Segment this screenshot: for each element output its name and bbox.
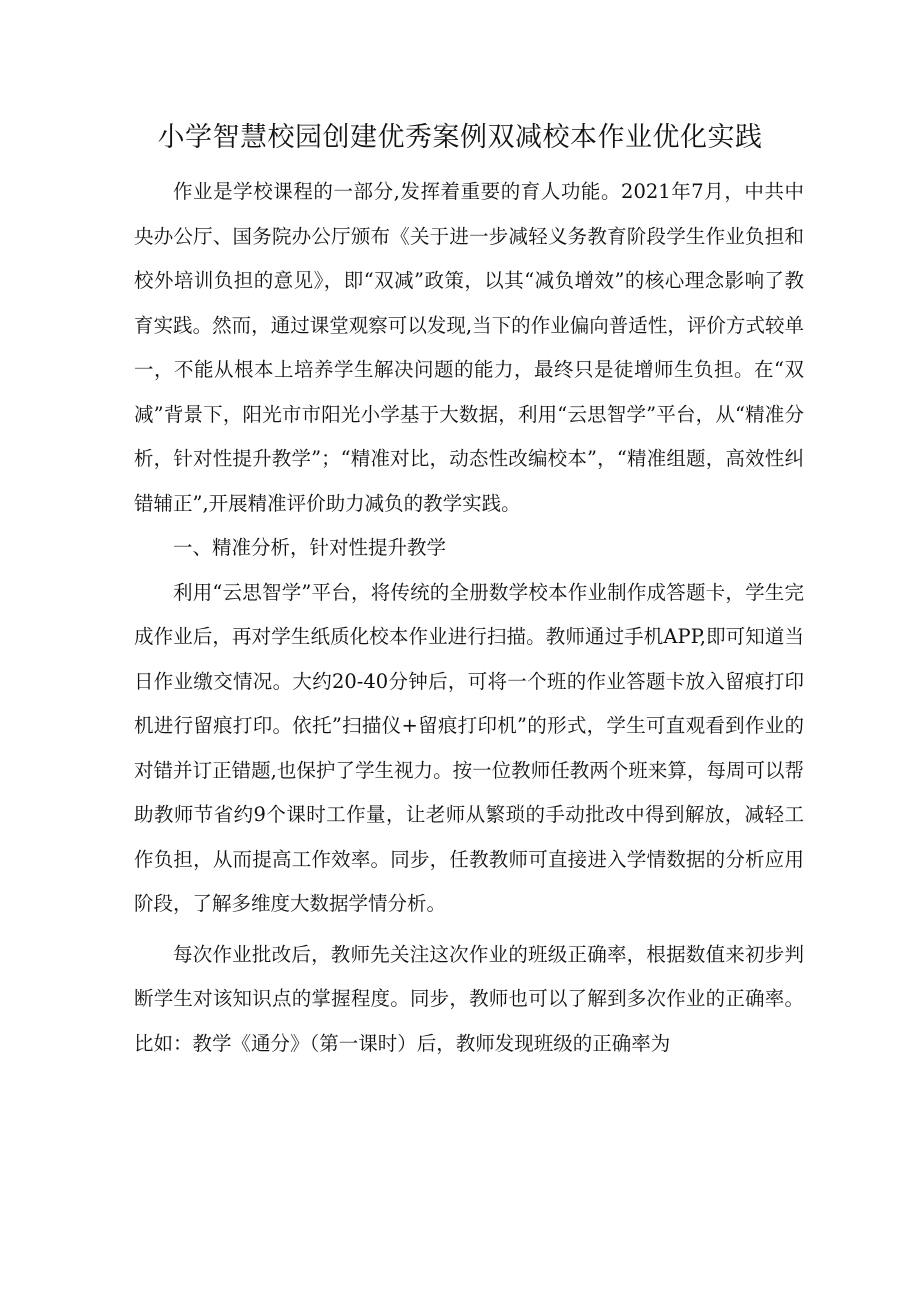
section-heading-1: 一、精准分析，针对性提升教学	[173, 536, 447, 559]
section-1-paragraph-1: 利用“云思智学”平台，将传统的全册数学校本作业制作成答题卡，学生完成作业后，再对学生纸质化校本作业进行扫描。教师通过手机APP,即可知道当日作业缴交情况。大约20-40分钟后，可将一个班的作业答题卡放入留痕打印机进行留痕打印。依托”扫描仪+留痕打印机”的形式，学生可直观看到作业的对错并订正错题,也保护了学生视力。按一位教师任教两个班来算，每周可以帮助教师节省约9个课时工作量，让老师从繁琐的手动批改中得到解放，减轻工作负担，从而提高工作效率。同步，任教教师可直接进入学情数据的分析应用阶段，了解多维度大数据学情分析。	[134, 580, 804, 915]
document-body	[134, 170, 804, 1066]
section-1-paragraph-2: 每次作业批改后，教师先关注这次作业的班级正确率，根据数值来初步判断学生对该知识点的掌握程度。同步，教师也可以了解到多次作业的正确率。比如：教学《通分》（第一课时）后，教师发现班级的正确率为	[134, 942, 804, 1055]
document-title: 小学智慧校园创建优秀案例双减校本作业优化实践	[157, 122, 763, 153]
intro-paragraph: 作业是学校课程的一部分,发挥着重要的育人功能。2021年7月，中共中央办公厅、国务院办公厅颁布《关于进一步减轻义务教育阶段学生作业负担和校外培训负担的意见》，即“双减”政策，以其“减负增效”的核心理念影响了教育实践。然而，通过课堂观察可以发现,当下的作业偏向普适性，评价方式较单一，不能从根本上培养学生解决问题的能力，最终只是徒增师生负担。在“双减”背景下，阳光市市阳光小学基于大数据，利用“云思智学”平台，从“精准分析，针对性提升教学”；“精准对比，动态性改编校本”，“精准组题，高效性纠错辅正”,开展精准评价助力减负的教学实践。	[134, 180, 804, 515]
